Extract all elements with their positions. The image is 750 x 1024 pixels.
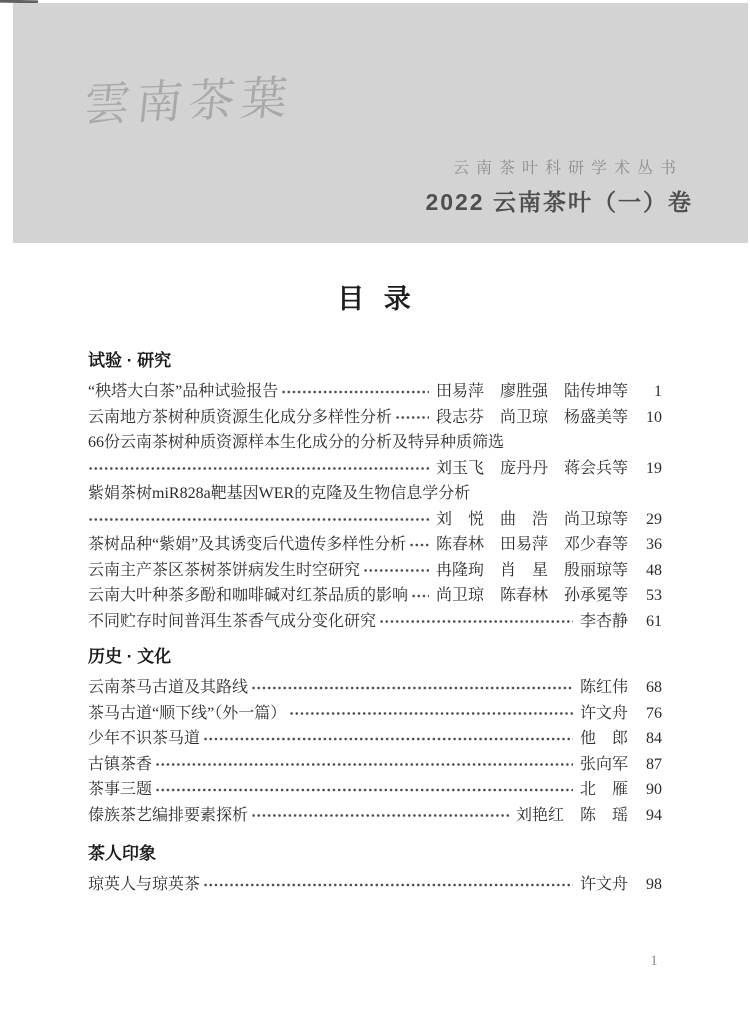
- entry-page-number: 90: [646, 781, 662, 798]
- toc-entry: [88, 609, 662, 635]
- toc-entry: [88, 379, 662, 405]
- entry-title: 云南大叶种茶多酚和咖啡碱对红茶品质的影响: [88, 587, 409, 604]
- toc-section: [88, 646, 662, 828]
- entry-page-number: 36: [646, 536, 662, 553]
- entry-authors: 许文舟: [579, 876, 628, 893]
- toc-entry: [88, 777, 662, 803]
- toc-entry: [88, 481, 662, 507]
- entry-title: 茶事三题: [88, 781, 153, 798]
- section-entries: [88, 379, 662, 634]
- entry-authors: 田易萍 廖胜强 陆传坤等: [435, 383, 628, 400]
- entry-authors: 刘艳红 陈 瑶: [515, 806, 628, 824]
- dot-leader: [379, 609, 573, 635]
- toc-sections: [88, 350, 662, 898]
- entry-title: “秧塔大白茶”品种试验报告: [88, 383, 279, 400]
- entry-authors: 李杏静: [579, 612, 628, 630]
- toc-entry: [88, 803, 662, 829]
- entry-page-number: 68: [646, 679, 662, 696]
- dot-leader: [251, 675, 573, 701]
- dot-leader: [251, 803, 509, 829]
- entry-authors: 许文舟: [579, 704, 628, 722]
- folio-page-number: 1: [650, 953, 658, 969]
- dot-leader: [88, 507, 429, 533]
- toc-entry: [88, 726, 662, 752]
- entry-page-number: 98: [646, 876, 662, 893]
- entry-page-number: 94: [646, 806, 662, 824]
- dot-leader: [88, 456, 429, 482]
- entry-authors: 他 郎: [579, 730, 628, 747]
- entry-title: 不同贮存时间普洱生茶香气成分变化研究: [88, 612, 377, 630]
- entry-page-number: 84: [646, 730, 662, 747]
- entry-page-number: 53: [646, 587, 662, 604]
- entry-page-number: 76: [646, 704, 662, 722]
- entry-authors: 刘 悦 曲 浩 尚卫琼等: [435, 510, 628, 528]
- toc-entry: [88, 507, 662, 533]
- entry-page-number: 1: [654, 383, 662, 400]
- series-block: [425, 155, 693, 217]
- entry-authors: 陈红伟: [579, 679, 628, 696]
- toc-entry: [88, 430, 662, 456]
- entry-title: 云南主产茶区茶树茶饼病发生时空研究: [88, 561, 361, 579]
- toc-entry: [88, 405, 662, 431]
- section-heading: 试验 · 研究: [88, 351, 172, 370]
- entry-authors: 冉隆珣 肖 星 殷丽琼等: [435, 561, 628, 579]
- toc-entry: [88, 701, 662, 727]
- entry-authors: 尚卫琼 陈春林 孙承冕等: [435, 587, 628, 604]
- entry-authors: 北 雁: [579, 781, 628, 798]
- toc-entry: [88, 872, 662, 898]
- brand-calligraphy: 雲南茶葉: [81, 72, 296, 131]
- page-title: 目 录: [337, 284, 413, 314]
- dot-leader: [203, 872, 573, 898]
- cover-header-band: [13, 3, 748, 243]
- dot-leader: [363, 558, 429, 584]
- entry-page-number: 87: [646, 755, 662, 773]
- dot-leader: [281, 379, 429, 405]
- toc-entry: [88, 675, 662, 701]
- dot-leader: [409, 532, 429, 558]
- entry-title: 茶马古道“顺下线”（外一篇）: [88, 704, 287, 722]
- dot-leader: [395, 405, 429, 431]
- series-title: 云南茶叶科研学术丛书: [452, 160, 683, 177]
- entry-title: 傣族茶艺编排要素探析: [88, 806, 249, 824]
- entry-title: 琼英人与琼英茶: [88, 876, 201, 893]
- toc-entry: [88, 558, 662, 584]
- toc-entry: [88, 456, 662, 482]
- volume-title: 2022 云南茶叶（一）卷: [425, 189, 693, 215]
- entry-authors: 段志芬 尚卫琼 杨盛美等: [435, 408, 628, 426]
- toc-entry: [88, 583, 662, 609]
- entry-authors: 陈春林 田易萍 邓少春等: [435, 536, 628, 553]
- dot-leader: [411, 583, 429, 609]
- entry-title: 紫娟茶树miR828a靶基因WER的克隆及生物信息学分析: [88, 485, 471, 502]
- toc-main: [88, 280, 662, 898]
- dot-leader: [155, 752, 573, 778]
- entry-page-number: 19: [646, 459, 662, 477]
- entry-title: 云南茶马古道及其路线: [88, 679, 249, 696]
- section-heading: 茶人印象: [88, 844, 156, 863]
- toc-entry: [88, 532, 662, 558]
- toc-section: [88, 350, 662, 634]
- entry-page-number: 10: [646, 408, 662, 426]
- section-entries: [88, 675, 662, 828]
- section-heading: 历史 · 文化: [88, 647, 172, 666]
- entry-title: 少年不识茶马道: [88, 730, 201, 747]
- dot-leader: [155, 777, 573, 803]
- dot-leader: [289, 701, 573, 727]
- entry-page-number: 48: [646, 561, 662, 579]
- dot-leader: [203, 726, 573, 752]
- entry-authors: 张向军: [579, 755, 628, 773]
- entry-page-number: 29: [646, 510, 662, 528]
- toc-section: [88, 843, 662, 898]
- entry-title: 云南地方茶树种质资源生化成分多样性分析: [88, 408, 393, 426]
- entry-page-number: 61: [646, 612, 662, 630]
- entry-title: 66份云南茶树种质资源样本生化成分的分析及特异种质筛选: [88, 434, 505, 451]
- entry-title: 茶树品种“紫娟”及其诱变后代遗传多样性分析: [88, 536, 407, 553]
- section-entries: [88, 872, 662, 898]
- toc-entry: [88, 752, 662, 778]
- entry-authors: 刘玉飞 庞丹丹 蒋会兵等: [435, 459, 628, 477]
- entry-title: 古镇茶香: [88, 755, 153, 773]
